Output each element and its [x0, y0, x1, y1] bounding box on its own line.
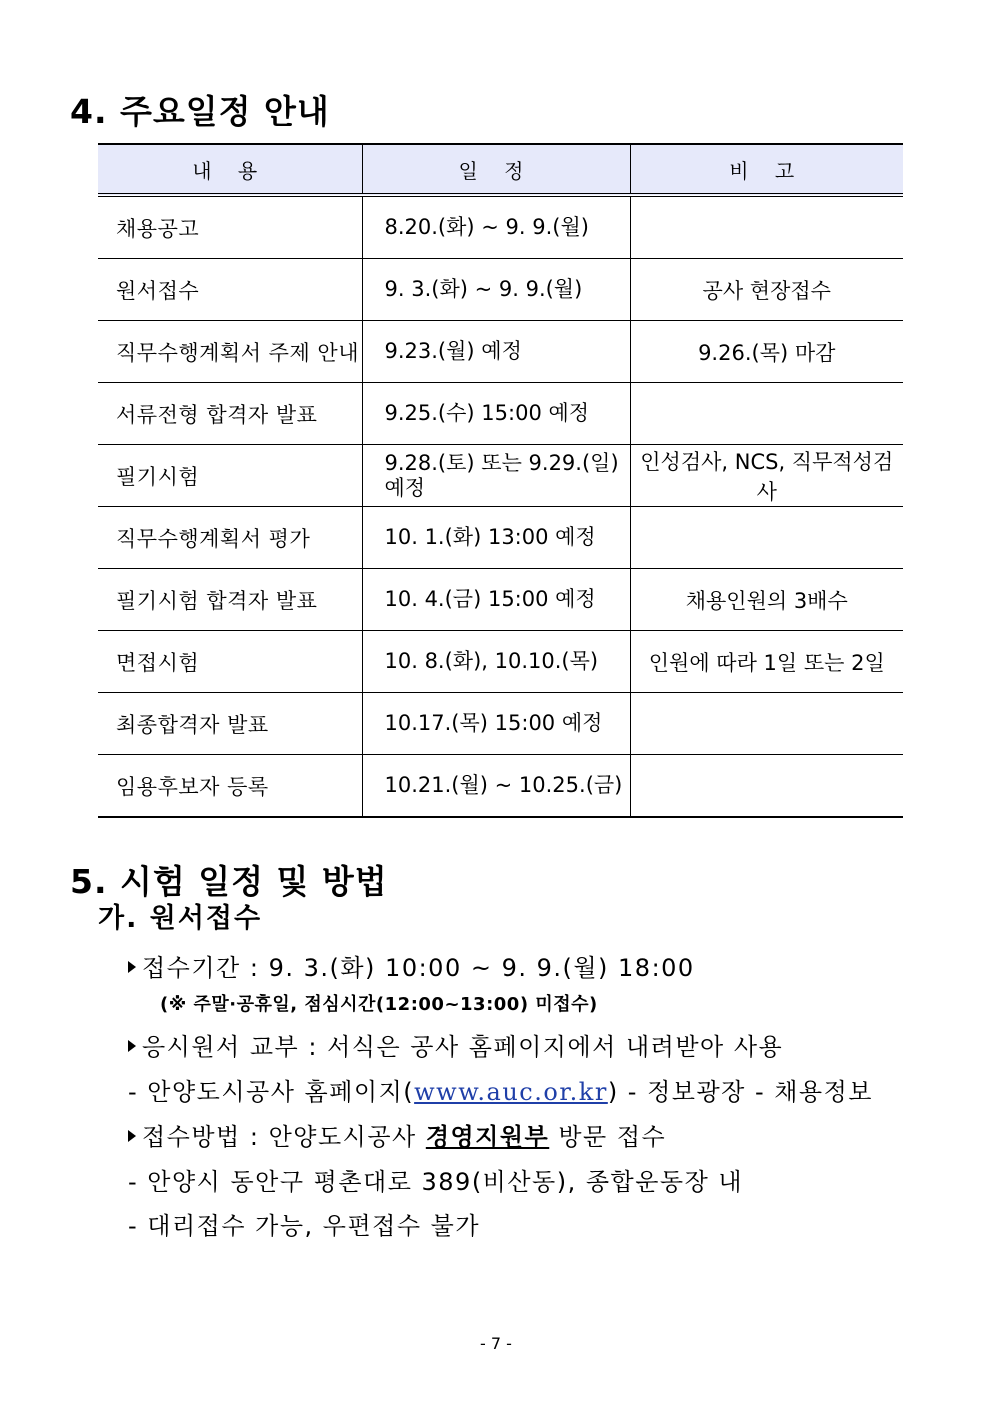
- schedule-note-cell: 인원에 따라 1일 또는 2일: [630, 631, 903, 693]
- schedule-item-cell: 채용공고: [98, 195, 362, 259]
- schedule-date-cell: 9. 3.(화) ~ 9. 9.(월): [362, 259, 630, 321]
- method-suffix: 방문 접수: [549, 1123, 667, 1151]
- schedule-item-cell: 직무수행계획서 평가: [98, 507, 362, 569]
- triangle-right-icon: [128, 1130, 136, 1142]
- form-distribution: [128, 1027, 783, 1062]
- schedule-item-cell: 임용후보자 등록: [98, 755, 362, 818]
- application-proxy: - 대리접수 가능, 우편접수 불가: [128, 1212, 481, 1240]
- table-row: [98, 321, 903, 383]
- table-row: [98, 755, 903, 818]
- schedule-item-cell: 원서접수: [98, 259, 362, 321]
- schedule-date-cell: 8.20.(화) ~ 9. 9.(월): [362, 195, 630, 259]
- method-department: 경영지원부: [425, 1123, 550, 1151]
- application-period: [128, 948, 695, 983]
- application-address: - 안양시 동안구 평촌대로 389(비산동), 종합운동장 내: [128, 1168, 744, 1196]
- table-row: [98, 569, 903, 631]
- application-period-note: (※ 주말·공휴일, 점심시간(12:00~13:00) 미접수): [160, 994, 598, 1015]
- schedule-item-cell: 직무수행계획서 주제 안내: [98, 321, 362, 383]
- schedule-date-cell: 10.21.(월) ~ 10.25.(금): [362, 755, 630, 818]
- form-source-prefix: - 안양도시공사 홈페이지(: [128, 1078, 415, 1106]
- schedule-note-cell: 공사 현장접수: [630, 259, 903, 321]
- table-row: [98, 195, 903, 259]
- table-row: [98, 445, 903, 507]
- schedule-note-cell: [630, 507, 903, 569]
- schedule-item-cell: 최종합격자 발표: [98, 693, 362, 755]
- schedule-date-cell: 9.23.(월) 예정: [362, 321, 630, 383]
- subsection-title: 가. 원서접수: [98, 903, 263, 934]
- schedule-note-cell: [630, 755, 903, 818]
- schedule-item-cell: 면접시험: [98, 631, 362, 693]
- form-distribution-text: 응시원서 교부 : 서식은 공사 홈페이지에서 내려받아 사용: [142, 1033, 784, 1061]
- triangle-right-icon: [128, 961, 136, 973]
- application-method: [128, 1117, 666, 1152]
- table-row: [98, 383, 903, 445]
- table-header-row: [98, 144, 903, 195]
- table-row: [98, 507, 903, 569]
- table-row: [98, 631, 903, 693]
- schedule-table: [98, 143, 903, 818]
- schedule-note-cell: [630, 383, 903, 445]
- table-row: [98, 693, 903, 755]
- form-source-suffix: ) - 정보광장 - 채용정보: [607, 1078, 873, 1106]
- schedule-item-cell: 서류전형 합격자 발표: [98, 383, 362, 445]
- schedule-item-cell: 필기시험: [98, 445, 362, 507]
- schedule-note-cell: [630, 693, 903, 755]
- header-content: 내 용: [98, 144, 362, 195]
- method-prefix: 접수방법 : 안양도시공사: [142, 1123, 426, 1151]
- schedule-note-cell: 9.26.(목) 마감: [630, 321, 903, 383]
- header-remarks: 비 고: [630, 144, 903, 195]
- section-4-title: 4. 주요일정 안내: [70, 92, 330, 131]
- homepage-link[interactable]: www.auc.or.kr: [414, 1078, 608, 1106]
- schedule-note-cell: 채용인원의 3배수: [630, 569, 903, 631]
- section-5-title: 5. 시험 일정 및 방법: [70, 862, 388, 901]
- page-number: - 7 -: [480, 1334, 512, 1353]
- schedule-date-cell: 9.28.(토) 또는 9.29.(일) 예정: [362, 445, 630, 507]
- schedule-date-cell: 10.17.(목) 15:00 예정: [362, 693, 630, 755]
- schedule-note-cell: 인성검사, NCS, 직무적성검사: [630, 445, 903, 507]
- application-period-text: 접수기간 : 9. 3.(화) 10:00 ~ 9. 9.(월) 18:00: [142, 954, 695, 982]
- form-source: [128, 1072, 873, 1107]
- schedule-date-cell: 10. 1.(화) 13:00 예정: [362, 507, 630, 569]
- triangle-right-icon: [128, 1040, 136, 1052]
- schedule-item-cell: 필기시험 합격자 발표: [98, 569, 362, 631]
- table-row: [98, 259, 903, 321]
- schedule-date-cell: 10. 8.(화), 10.10.(목): [362, 631, 630, 693]
- header-schedule: 일 정: [362, 144, 630, 195]
- schedule-note-cell: [630, 195, 903, 259]
- schedule-date-cell: 10. 4.(금) 15:00 예정: [362, 569, 630, 631]
- schedule-date-cell: 9.25.(수) 15:00 예정: [362, 383, 630, 445]
